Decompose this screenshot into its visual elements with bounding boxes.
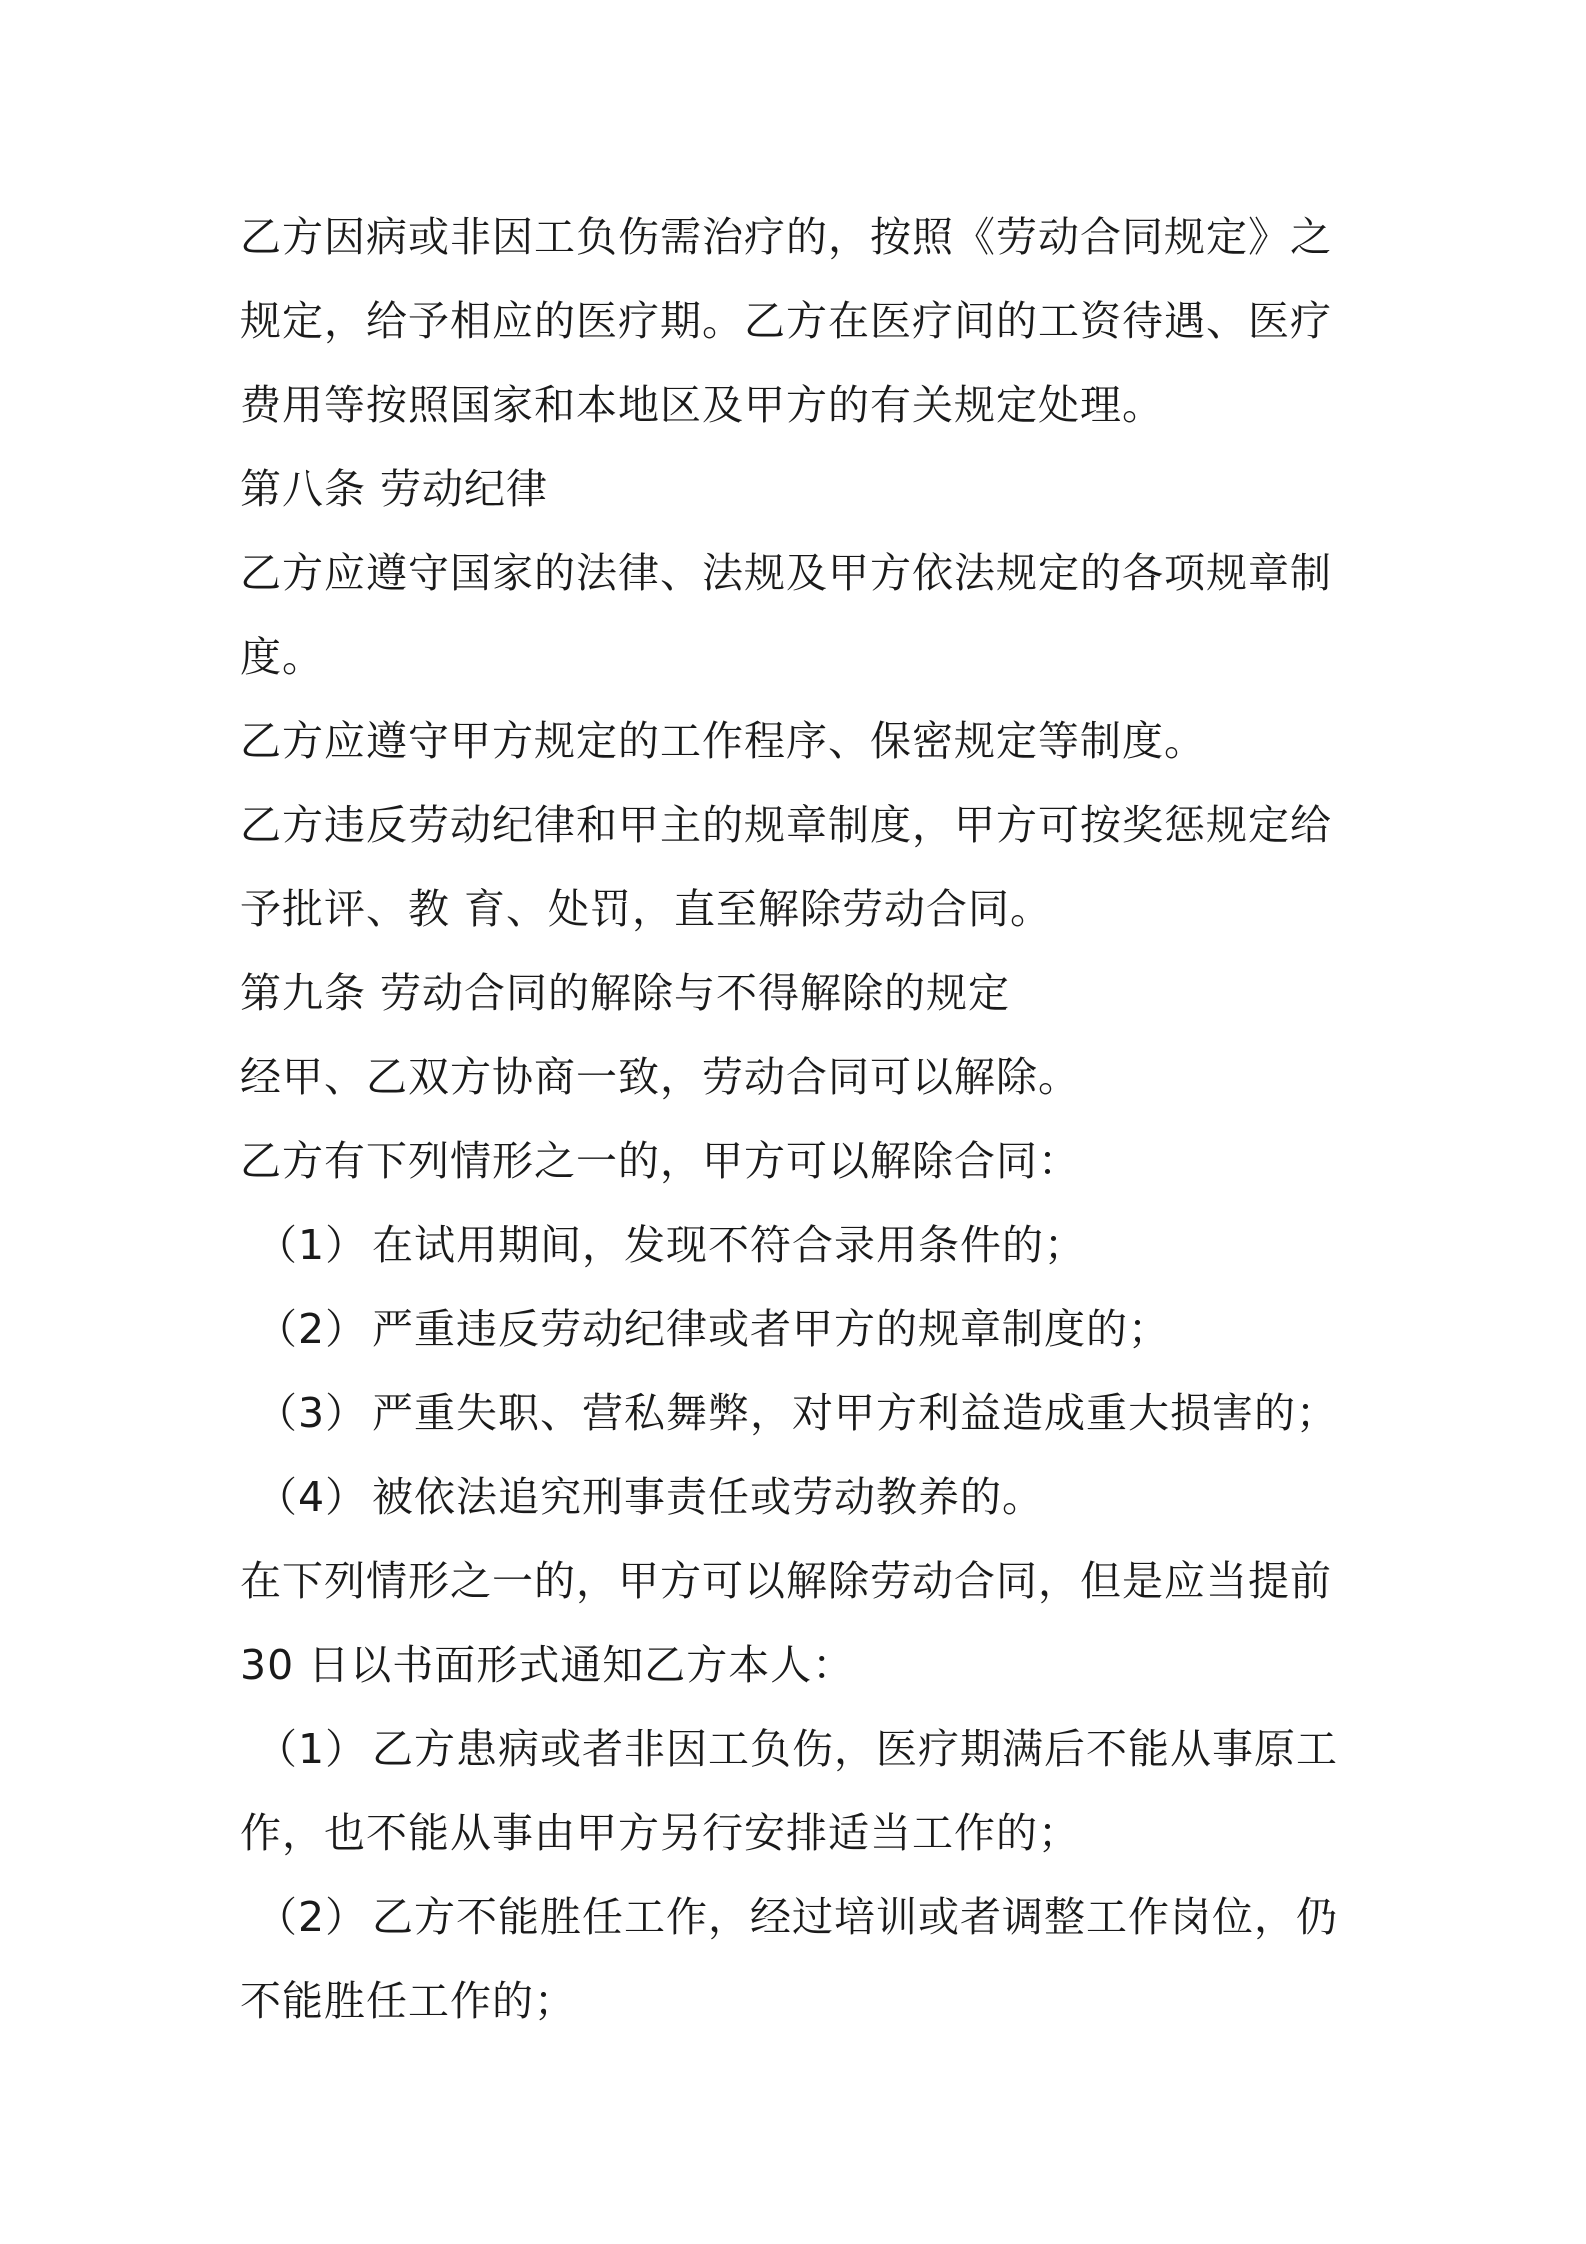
list-item: [240, 1287, 1360, 1371]
list-item-number: （1）: [256, 1725, 368, 1773]
list-item-text: 乙方不能胜任工作，经过培训或者调整工作岗位，仍: [372, 1893, 1338, 1941]
list-item-number: （2）: [256, 1305, 368, 1353]
list-item: [240, 1707, 1360, 1791]
list-item: [240, 1875, 1360, 1959]
paragraph-line: 规定，给予相应的医疗期。乙方在医疗间的工资待遇、医疗: [240, 297, 1332, 345]
list-item-text: 严重失职、营私舞弊，对甲方利益造成重大损害的；: [372, 1389, 1338, 1437]
list-item: [240, 1371, 1360, 1455]
list-item: [240, 1203, 1360, 1287]
article-heading-8: 第八条 劳动纪律: [240, 465, 549, 513]
article-heading-9: 第九条 劳动合同的解除与不得解除的规定: [240, 969, 1011, 1017]
paragraph-line: 乙方违反劳动纪律和甲主的规章制度，甲方可按奖惩规定给: [240, 801, 1332, 849]
list-item-text: 在试用期间，发现不符合录用条件的；: [372, 1221, 1086, 1269]
paragraph-line: 乙方有下列情形之一的，甲方可以解除合同：: [240, 1137, 1080, 1185]
paragraph-line: 作，也不能从事由甲方另行安排适当工作的；: [240, 1809, 1080, 1857]
paragraph-line: 乙方因病或非因工负伤需治疗的，按照《劳动合同规定》之: [240, 213, 1332, 261]
paragraph-line: 乙方应遵守国家的法律、法规及甲方依法规定的各项规章制: [240, 549, 1332, 597]
paragraph-line: 30 日以书面形式通知乙方本人：: [240, 1641, 855, 1689]
list-item-text: 乙方患病或者非因工负伤，医疗期满后不能从事原工: [372, 1725, 1338, 1773]
list-item-number: （4）: [256, 1473, 368, 1521]
list-item-text: 被依法追究刑事责任或劳动教养的。: [372, 1473, 1044, 1521]
document-body: [240, 195, 1360, 2043]
list-item-number: （1）: [256, 1221, 368, 1269]
paragraph-line: 费用等按照国家和本地区及甲方的有关规定处理。: [240, 381, 1164, 429]
paragraph-line: 度。: [240, 633, 324, 681]
paragraph-line: 在下列情形之一的，甲方可以解除劳动合同，但是应当提前: [240, 1557, 1332, 1605]
list-item-number: （2）: [256, 1893, 368, 1941]
list-item-number: （3）: [256, 1389, 368, 1437]
list-item: [240, 1455, 1360, 1539]
paragraph-line: 经甲、乙双方协商一致，劳动合同可以解除。: [240, 1053, 1080, 1101]
paragraph-line: 乙方应遵守甲方规定的工作程序、保密规定等制度。: [240, 717, 1206, 765]
list-item-text: 严重违反劳动纪律或者甲方的规章制度的；: [372, 1305, 1170, 1353]
paragraph-line: 不能胜任工作的；: [240, 1977, 576, 2025]
paragraph-line: 予批评、教 育、处罚，直至解除劳动合同。: [240, 885, 1053, 933]
